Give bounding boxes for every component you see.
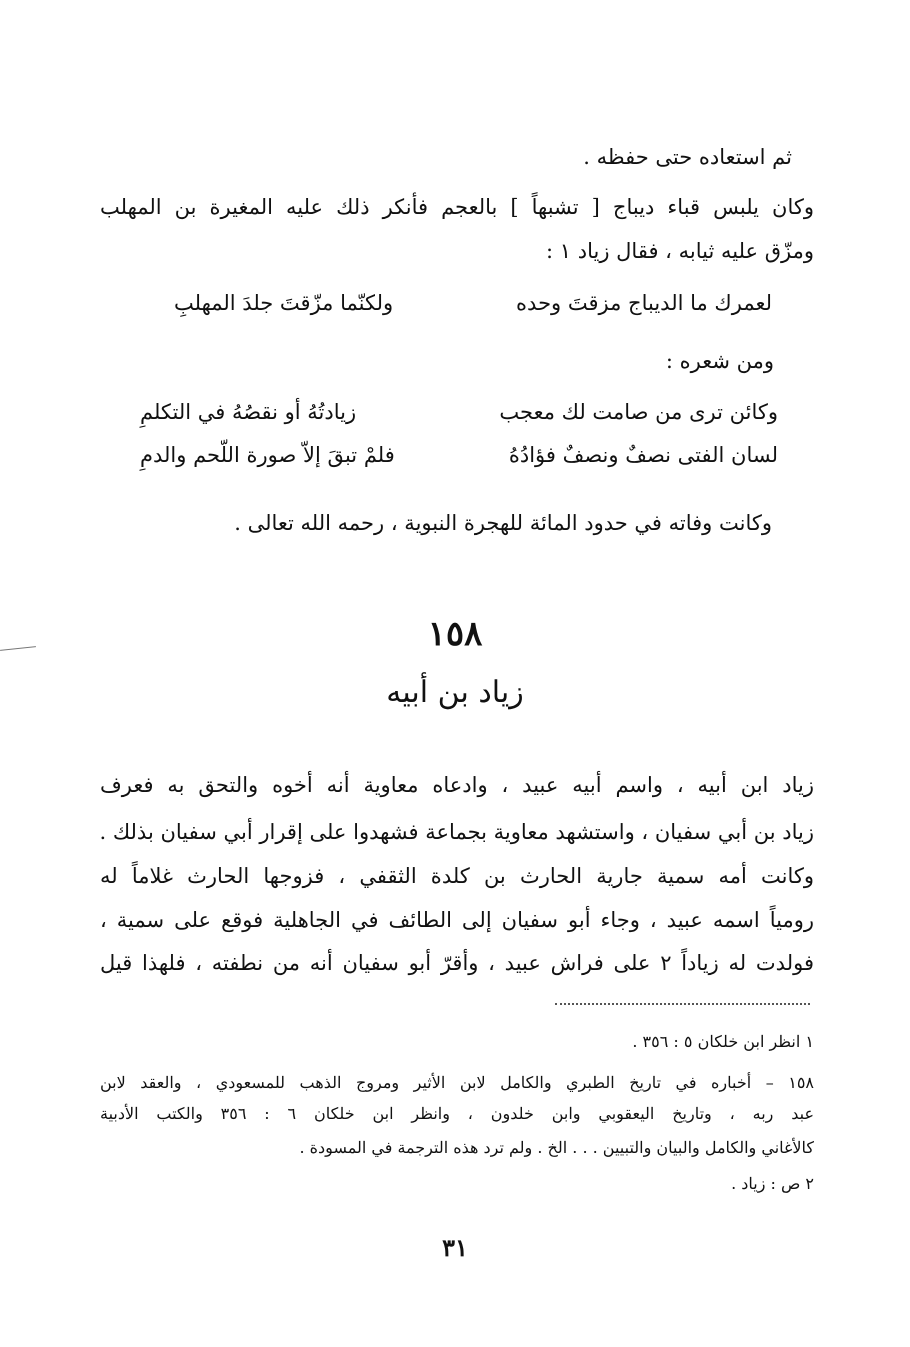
verse2-line1-first-hemistich: وكائن ترى من صامت لك معجب [499, 400, 778, 424]
verse2-line2-second-hemistich: فلمْ تبقَ إلاّ صورة اللّحم والدمِ [140, 443, 395, 467]
entry-number: ١٥٨ [427, 614, 483, 654]
death-note: وكانت وفاته في حدود المائة للهجرة النبوية ، رحمه الله تعالى . [234, 511, 772, 535]
verse1-first-hemistich: لعمرك ما الديباج مزقتَ وحده [516, 291, 772, 315]
footnote-separator [555, 1003, 810, 1005]
body-line-5: فولدت له زياداً ٢ على فراش عبيد ، وأقرّ أبو سفيان أنه من نطفته ، فلهذا قيل [100, 951, 814, 975]
body-line-1: زياد ابن أبيه ، واسم أبيه عبيد ، وادعاه معاوية أنه أخوه والتحق به فعرف [100, 773, 814, 797]
verse2-line1-second-hemistich: زيادتُهُ أو نقصُهُ في التكلمِ [140, 400, 357, 424]
body-line-4: رومياً اسمه عبيد ، وجاء أبو سفيان إلى الطائف في الجاهلية فوقع على سمية ، [100, 908, 814, 932]
text-line-1: ثم استعاده حتى حفظه . [583, 145, 792, 169]
body-line-3: وكانت أمه سمية جارية الحارث بن كلدة الثقفي ، فزوجها الحارث غلاماً له [100, 864, 814, 888]
footnote-158-line-1: ١٥٨ – أخباره في تاريخ الطبري والكامل لابن الأثير ومروج الذهب للمسعودي ، والعقد لابن [100, 1073, 814, 1092]
footnote-158-line-3: كالأغاني والكامل والبيان والتبيين . . . الخ . ولم ترد هذه الترجمة في المسودة . [299, 1138, 814, 1157]
footnote-2: ٢ ص : زياد . [731, 1174, 814, 1193]
text-line-2: وكان يلبس قباء ديباج [ تشبهاً ] بالعجم فأنكر ذلك عليه المغيرة بن المهلب [100, 195, 814, 219]
page-number: ٣١ [442, 1233, 468, 1262]
verse1-second-hemistich: ولكنّما مزّقتَ جلدَ المهلبِ [174, 291, 394, 315]
verse2-line2-first-hemistich: لسان الفتى نصفٌ ونصفٌ فؤادُهُ [508, 443, 778, 467]
poetry-intro: ومن شعره : [665, 349, 774, 373]
text-line-3: ومزّق عليه ثيابه ، فقال زياد ١ : [546, 239, 814, 263]
footnote-158-line-2: عبد ربه ، وتاريخ اليعقوبي وابن خلدون ، وانظر ابن خلكان ٦ : ٣٥٦ والكتب الأدبية [100, 1104, 814, 1123]
body-line-2: زياد بن أبي سفيان ، واستشهد معاوية بجماعة فشهدوا على إقرار أبي سفيان بذلك . [99, 820, 814, 844]
footnote-1: ١ انظر ابن خلكان ٥ : ٣٥٦ . [632, 1032, 814, 1051]
entry-title: زياد بن أبيه [386, 675, 524, 710]
